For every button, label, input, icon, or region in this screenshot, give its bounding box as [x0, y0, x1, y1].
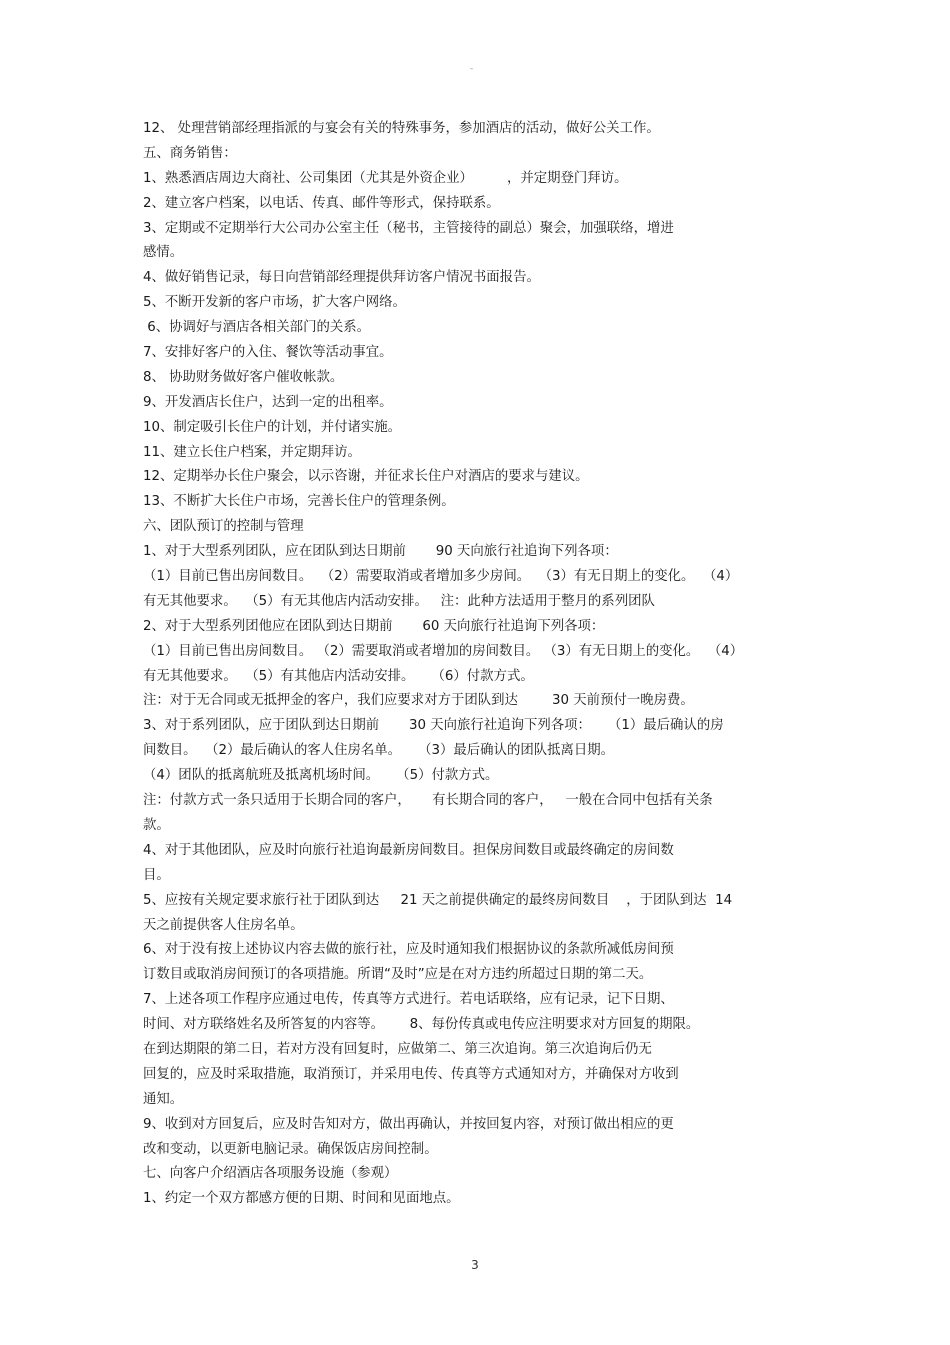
text-line: 9、收到对方回复后，应及时告知对方，做出再确认，并按回复内容，对预订做出相应的更	[143, 1116, 674, 1132]
text-line: 天之前提供客人住房名单。	[143, 917, 304, 933]
text-line: 5、应按有关规定要求旅行社于团队到达 21 天之前提供确定的最终房间数目 ，于团队到达 14	[143, 892, 733, 908]
text-line: （4）团队的抵离航班及抵离机场时间。 （5）付款方式。	[143, 768, 499, 784]
document-body	[143, 117, 833, 1212]
text-line: 7、安排好客户的入住、餐饮等活动事宜。	[143, 345, 393, 361]
text-line: 六、团队预订的控制与管理	[143, 519, 304, 535]
text-line: 3、定期或不定期举行大公司办公室主任（秘书，主管接待的副总）聚会，加强联络，增进	[143, 220, 674, 236]
text-line: 时间、对方联络姓名及所答复的内容等。 8、每份传真或电传应注明要求对方回复的期限。	[143, 1017, 700, 1033]
text-line: 4、做好销售记录，每日向营销部经理提供拜访客户情况书面报告。	[143, 270, 540, 286]
text-line: 回复的，应及时采取措施，取消预订，并采用电传、传真等方式通知对方，并确保对方收到	[143, 1066, 679, 1082]
text-line: 3、对于系列团队，应于团队到达日期前 30 天向旅行社追询下列各项： （1）最后确认的房	[143, 718, 724, 734]
text-line: 通知。	[143, 1091, 184, 1107]
text-line: 订数目或取消房间预订的各项措施。所谓“及时”应是在对方违约所超过日期的第二天。	[143, 967, 653, 983]
text-line: 1、对于大型系列团队，应在团队到达日期前 90 天向旅行社追询下列各项：	[143, 544, 618, 560]
text-line: 11、建立长住户档案，并定期拜访。	[143, 444, 361, 460]
text-line: 1、约定一个双方都感方便的日期、时间和见面地点。	[143, 1191, 460, 1207]
text-line: 款。	[143, 817, 170, 833]
text-line: 七、向客户介绍酒店各项服务设施（参观）	[143, 1166, 398, 1182]
text-line: 注：付款方式一条只适用于长期合同的客户， 有长期合同的客户， 一般在合同中包括有关条	[143, 793, 713, 809]
text-line: 间数目。 （2）最后确认的客人住房名单。 （3）最后确认的团队抵离日期。	[143, 743, 615, 759]
text-line: 有无其他要求。 （5）有无其他店内活动安排。 注：此种方法适用于整月的系列团队	[143, 593, 655, 609]
text-line: 2、对于大型系列团他应在团队到达日期前 60 天向旅行社追询下列各项：	[143, 618, 605, 634]
text-line: 12、定期举办长住户聚会，以示咨谢，并征求长住户对酒店的要求与建议。	[143, 469, 589, 485]
header-mark: -	[470, 64, 474, 74]
text-line: 感情。	[143, 245, 184, 261]
text-line: 在到达期限的第二日，若对方没有回复时，应做第二、第三次追询。第三次追询后仍无	[143, 1041, 652, 1057]
text-line: 6、协调好与酒店各相关部门的关系。	[143, 320, 371, 336]
text-line: 4、对于其他团队，应及时向旅行社追询最新房间数目。担保房间数目或最终确定的房间数	[143, 842, 674, 858]
text-line: 8、 协助财务做好客户催收帐款。	[143, 369, 344, 385]
page-number: 3	[471, 1258, 479, 1272]
text-line: 5、不断开发新的客户市场，扩大客户网络。	[143, 295, 406, 311]
text-line: 9、开发酒店长住户，达到一定的出租率。	[143, 394, 393, 410]
text-line: 注：对于无合同或无抵押金的客户，我们应要求对方于团队到达 30 天前预付一晚房费。	[143, 693, 694, 709]
text-line: 13、不断扩大长住户市场，完善长住户的管理条例。	[143, 494, 455, 510]
text-line: 6、对于没有按上述协议内容去做的旅行社，应及时通知我们根据协议的条款所减低房间预	[143, 942, 674, 958]
text-line: 1、熟悉酒店周边大商社、公司集团（尤其是外资企业） ，并定期登门拜访。	[143, 170, 628, 186]
text-line: 改和变动，以更新电脑记录。确保饭店房间控制。	[143, 1141, 438, 1157]
text-line: （1）目前已售出房间数目。 （2）需要取消或者增加多少房间。 （3）有无日期上的变化。 （4）	[143, 569, 739, 585]
text-line: （1）目前已售出房间数目。 （2）需要取消或者增加的房间数目。 （3）有无日期上的变化。 （4）	[143, 643, 744, 659]
text-line: 12、 处理营销部经理指派的与宴会有关的特殊事务，参加酒店的活动，做好公关工作。	[143, 121, 660, 136]
text-line: 有无其他要求。 （5）有其他店内活动安排。 （6）付款方式。	[143, 668, 534, 684]
text-line: 10、制定吸引长住户的计划，并付诸实施。	[143, 419, 402, 435]
text-line: 7、上述各项工作程序应通过电传，传真等方式进行。若电话联络，应有记录，记下日期、	[143, 992, 674, 1008]
text-line: 目。	[143, 867, 170, 883]
text-line: 2、建立客户档案，以电话、传真、邮件等形式，保持联系。	[143, 195, 500, 211]
text-line: 五、商务销售：	[143, 145, 237, 161]
